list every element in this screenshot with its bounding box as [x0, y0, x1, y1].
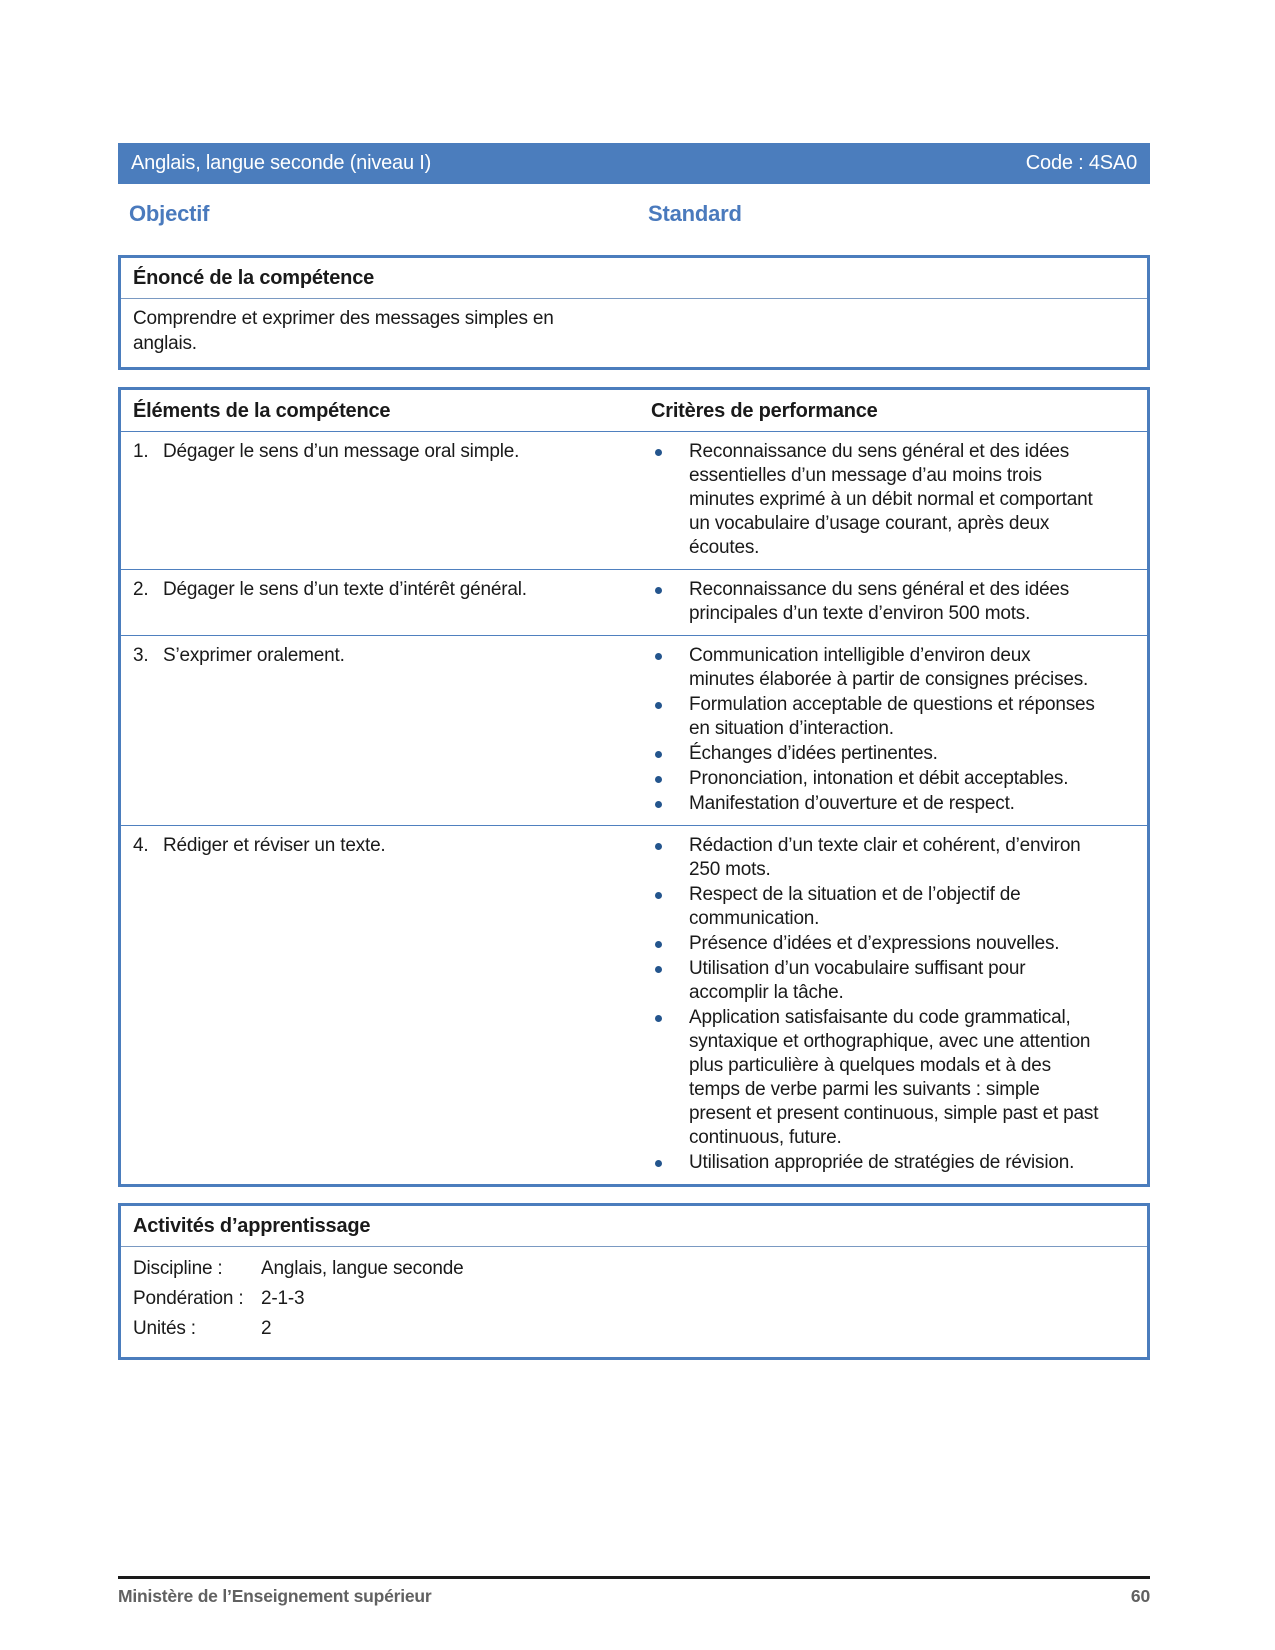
col-header-elements: Éléments de la compétence: [133, 400, 391, 422]
field-label: Discipline :: [133, 1258, 223, 1279]
criteria-cell: [651, 570, 1147, 635]
enonce-heading: Énoncé de la compétence: [121, 258, 1147, 299]
criteria-item: Prononciation, intonation et débit acceptables.: [651, 767, 1099, 791]
table-row: [121, 570, 1147, 636]
element-number: 3.: [133, 645, 149, 666]
activites-heading: Activités d’apprentissage: [121, 1206, 1147, 1247]
field-value: 2: [261, 1318, 272, 1339]
activites-field: [133, 1314, 1135, 1344]
criteria-list: [651, 834, 1099, 1175]
page-footer: [118, 1576, 1150, 1607]
footer-page-number: 60: [1130, 1586, 1150, 1606]
element-text: Dégager le sens d’un message oral simple.: [163, 441, 520, 462]
criteria-list: [651, 440, 1099, 560]
enonce-text: Comprendre et exprimer des messages simples en anglais.: [133, 308, 554, 354]
element-cell: [121, 570, 651, 635]
page-content: [118, 143, 1150, 1360]
criteria-item: Respect de la situation et de l’objectif de communication.: [651, 883, 1099, 931]
enonce-body: [121, 299, 1147, 367]
header-title: Anglais, langue seconde (niveau I): [131, 152, 432, 174]
criteria-cell: [651, 636, 1147, 825]
criteria-list: [651, 644, 1099, 816]
criteria-item: Application satisfaisante du code grammatical, syntaxique et orthographique, avec une attention plus particulière à quelques modals et à des temps de verbe parmi les suivants : simple present et present continuous, simple past et past continuous, future.: [651, 1006, 1099, 1150]
criteria-item: Reconnaissance du sens général et des idées essentielles d’un message d’au moins trois minutes exprimé à un débit normal et comportant un vocabulaire d’usage courant, après deux écoutes.: [651, 440, 1099, 560]
header-bar: [118, 143, 1150, 184]
field-label: Pondération :: [133, 1288, 244, 1309]
footer-ministry: Ministère de l’Enseignement supérieur: [118, 1586, 432, 1606]
criteria-item: Rédaction d’un texte clair et cohérent, d’environ 250 mots.: [651, 834, 1099, 882]
column-headings: [118, 201, 1150, 227]
header-code: Code : 4SA0: [1025, 152, 1137, 174]
activites-body: [121, 1247, 1147, 1357]
criteria-item: Échanges d’idées pertinentes.: [651, 742, 1099, 766]
table-row: [121, 636, 1147, 826]
activites-field: [133, 1284, 1135, 1314]
criteria-item: Manifestation d’ouverture et de respect.: [651, 792, 1099, 816]
enonce-box: [118, 255, 1150, 370]
competence-table: [118, 387, 1150, 1187]
col-header-criteres: Critères de performance: [651, 400, 878, 422]
criteria-cell: [651, 432, 1147, 569]
activites-field: [133, 1254, 1135, 1284]
field-value: 2-1-3: [261, 1288, 305, 1309]
criteria-item: Formulation acceptable de questions et réponses en situation d’interaction.: [651, 693, 1099, 741]
field-label: Unités :: [133, 1318, 196, 1339]
element-text: Rédiger et réviser un texte.: [163, 835, 386, 856]
element-text: S’exprimer oralement.: [163, 645, 345, 666]
element-cell: [121, 432, 651, 569]
criteria-item: Utilisation appropriée de stratégies de révision.: [651, 1151, 1099, 1175]
criteria-item: Utilisation d’un vocabulaire suffisant pour accomplir la tâche.: [651, 957, 1099, 1005]
criteria-item: Présence d’idées et d’expressions nouvelles.: [651, 932, 1099, 956]
element-cell: [121, 636, 651, 825]
table-row: [121, 432, 1147, 570]
element-number: 4.: [133, 835, 149, 856]
activites-box: [118, 1203, 1150, 1360]
element-number: 2.: [133, 579, 149, 600]
objectif-heading: Objectif: [129, 201, 210, 226]
criteria-cell: [651, 826, 1147, 1184]
criteria-item: Communication intelligible d’environ deux minutes élaborée à partir de consignes précises.: [651, 644, 1099, 692]
element-text: Dégager le sens d’un texte d’intérêt général.: [163, 579, 527, 600]
element-number: 1.: [133, 441, 149, 462]
element-cell: [121, 826, 651, 1184]
criteria-item: Reconnaissance du sens général et des idées principales d’un texte d’environ 500 mots.: [651, 578, 1099, 626]
standard-heading: Standard: [648, 201, 742, 226]
field-value: Anglais, langue seconde: [261, 1258, 464, 1279]
criteria-list: [651, 578, 1099, 626]
table-header-row: [121, 390, 1147, 432]
table-row: [121, 826, 1147, 1184]
